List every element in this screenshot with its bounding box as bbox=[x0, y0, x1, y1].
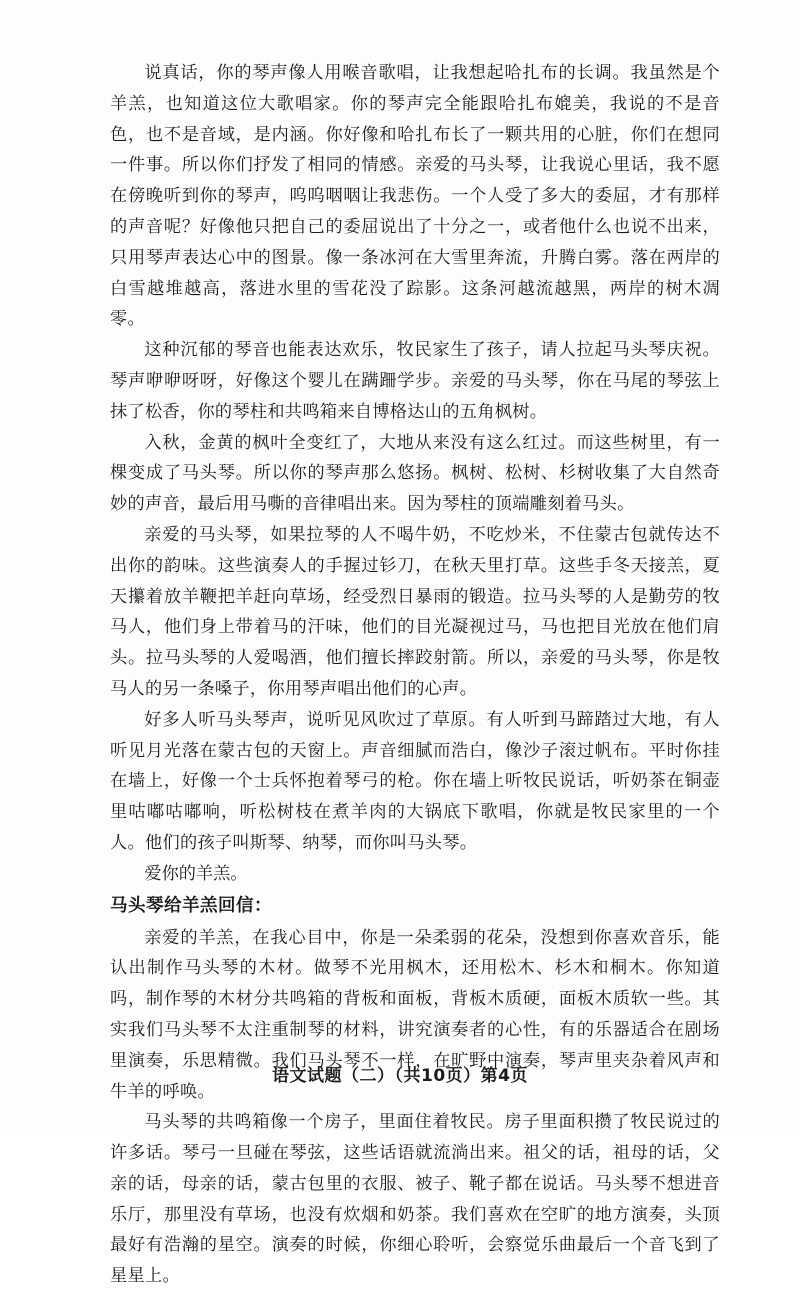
body-paragraph: 马头琴的共鸣箱像一个房子，里面住着牧民。房子里面积攒了牧民说过的许多话。琴弓一旦碰在琴弦，这些话语就流淌出来。祖父的话，祖母的话，父亲的话，母亲的话，蒙古包里的衣服、被子、靴子都在说话。马头琴不想进音乐厅，那里没有草场，也没有炊烟和奶茶。我们喜欢在空旷的地方演奏，头顶最好有浩瀚的星空。演奏的时候，你细心聆听，会察觉乐曲最后一个音飞到了星星上。 bbox=[110, 1112, 720, 1287]
reply-heading: 马头琴给羊羔回信： bbox=[110, 895, 272, 916]
body-paragraph: 入秋，金黄的枫叶全变红了，大地从来没有这么红过。而这些树里，有一棵变成了马头琴。所以你的琴声那么悠扬。枫树、松树、杉树收集了大自然奇妙的声音，最后用马嘶的音律唱出来。因为琴柱的顶端雕刻着马头。 bbox=[110, 432, 720, 515]
body-paragraph: 这种沉郁的琴音也能表达欢乐，牧民家生了孩子，请人拉起马头琴庆祝。琴声咿咿呀呀，好像这个婴儿在蹒跚学步。亲爱的马头琴，你在马尾的琴弦上抹了松香，你的琴柱和共鸣箱来自博格达山的五角枫树。 bbox=[110, 340, 720, 422]
body-paragraph: 说真话，你的琴声像人用喉音歌唱，让我想起哈扎布的长调。我虽然是个羊羔，也知道这位大歌唱家。你的琴声完全能跟哈扎布媲美，我说的不是音色，也不是音域，是内涵。你好像和哈扎布长了一颗共用的心脏，你们在想同一件事。所以你们抒发了相同的情感。亲爱的马头琴，让我说心里话，我不愿在傍晚听到你的琴声，呜呜咽咽让我悲伤。一个人受了多大的委屈，才有那样的声音呢？好像他只把自己的委屈说出了十分之一，或者他什么也说不出来，只用琴声表达心中的图景。像一条冰河在大雪里奔流，升腾白雾。落在两岸的白雪越堆越高，落进水里的雪花没了踪影。这条河越流越黑，两岸的树木凋零。 bbox=[110, 63, 720, 330]
body-paragraph: 好多人听马头琴声，说听见风吹过了草原。有人听到马蹄踏过大地，有人听见月光落在蒙古包的天窗上。声音细腻而浩白，像沙子滚过帆布。平时你挂在墙上，好像一个士兵怀抱着琴弓的枪。你在墙上听牧民说话，听奶茶在铜壶里咕嘟咕嘟响，听松树枝在煮羊肉的大锅底下歌唱，你就是牧民家里的一个人。他们的孩子叫斯琴、纳琴，而你叫马头琴。 bbox=[110, 709, 720, 853]
page-footer: 语文试题（二）（共10页）第4页 bbox=[272, 1066, 528, 1086]
body-paragraph: 亲爱的马头琴，如果拉琴的人不喝牛奶，不吃炒米，不住蒙古包就传达不出你的韵味。这些演奏人的手握过钐刀，在秋天里打草。这些手冬天接羔，夏天攥着放羊鞭把羊赶向草场，经受烈日暴雨的锻造。拉马头琴的人是勤劳的牧马人，他们身上带着马的汗味，他们的目光凝视过马，马也把目光放在他们肩头。拉马头琴的人爱喝酒，他们擅长摔跤射箭。所以，亲爱的马头琴，你是牧马人的另一条嗓子，你用琴声唱出他们的心声。 bbox=[110, 524, 720, 699]
body-paragraph: 亲爱的羊羔，在我心目中，你是一朵柔弱的花朵，没想到你喜欢音乐，能认出制作马头琴的木材。做琴不光用枫木，还用松木、杉木和桐木。你知道吗，制作琴的木材分共鸣箱的背板和面板，背板木质硬，面板木质软一些。其实我们马头琴不太注重制琴的材料，讲究演奏者的心性，有的乐器适合在剧场里演奏，乐思精微。我们马头琴不一样，在旷野中演奏，琴声里夹杂着风声和牛羊的呼唤。 bbox=[110, 927, 720, 1102]
letter-signoff: 爱你的羊羔。 bbox=[144, 863, 248, 884]
